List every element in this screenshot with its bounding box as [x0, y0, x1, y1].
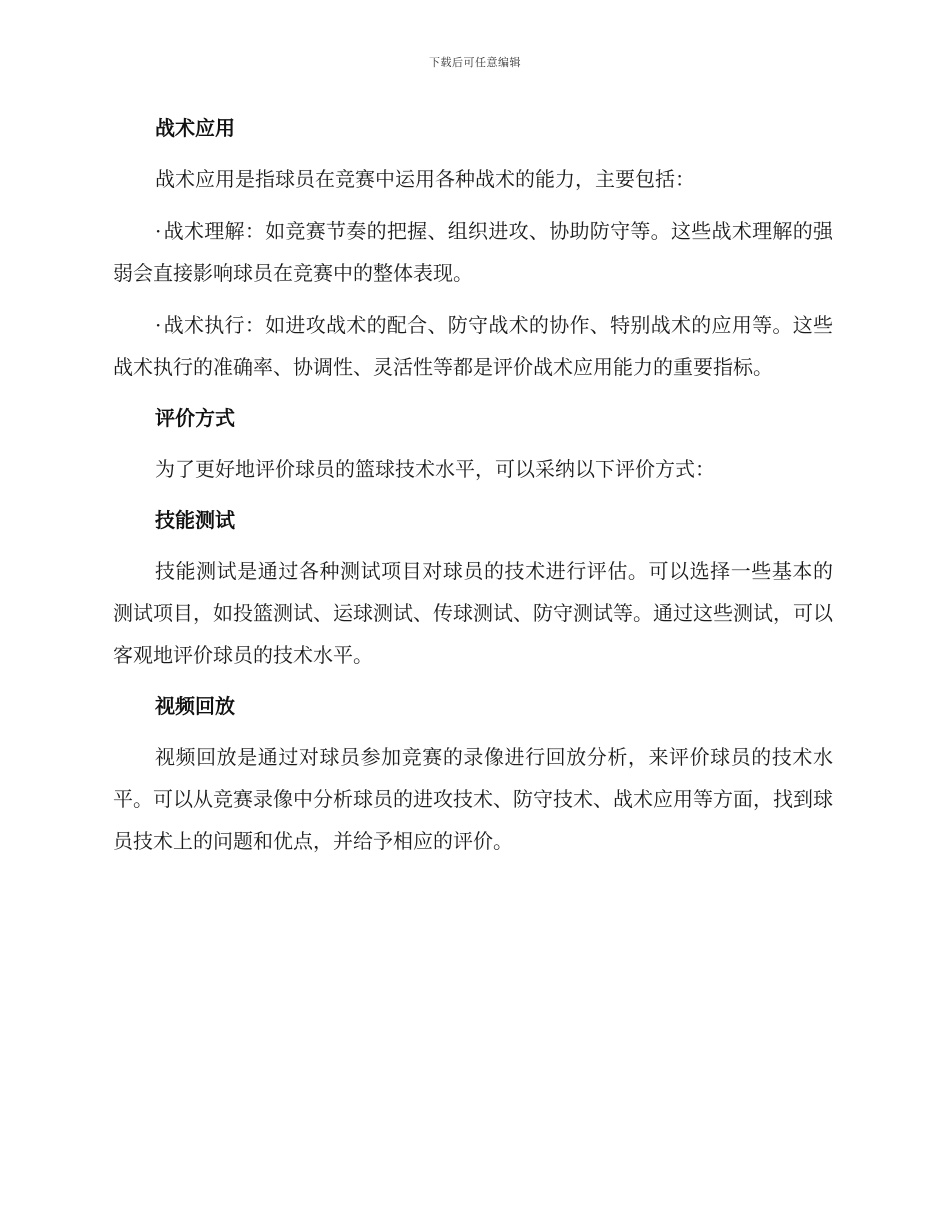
section-heading-tactics: 战术应用 — [155, 116, 235, 140]
bullet-text: 战术执行：如进攻战术的配合、防守战术的协作、特别战术的应用等。这些战术执行的准确率、协调性、灵活性等都是评价战术应用能力的重要指标。 — [113, 313, 833, 379]
section-heading-evaluation: 评价方式 — [155, 406, 235, 430]
section-heading-video-replay: 视频回放 — [155, 694, 235, 718]
bullet-dot-icon: · — [155, 313, 162, 337]
bullet-text: 战术理解：如竞赛节奏的把握、组织进攻、协助防守等。这些战术理解的强弱会直接影响球员在竞赛中的整体表现。 — [113, 219, 833, 285]
document-body — [113, 108, 833, 872]
paragraph-video-replay: 视频回放是通过对球员参加竞赛的录像进行回放分析，来评价球员的技术水平。可以从竞赛录像中分析球员的进攻技术、防守技术、战术应用等方面，找到球员技术上的问题和优点，并给予相应的评价。 — [113, 745, 833, 853]
paragraph-skill-test: 技能测试是通过各种测试项目对球员的技术进行评估。可以选择一些基本的测试项目，如投篮测试、运球测试、传球测试、防守测试等。通过这些测试，可以客观地评价球员的技术水平。 — [113, 559, 833, 667]
paragraph-evaluation-intro: 为了更好地评价球员的篮球技术水平，可以采纳以下评价方式： — [155, 457, 715, 481]
bullet-item-tactical-understanding — [113, 210, 833, 294]
bullet-dot-icon: · — [155, 219, 162, 243]
paragraph-tactics-intro: 战术应用是指球员在竞赛中运用各种战术的能力，主要包括： — [155, 167, 695, 191]
header-note: 下载后可任意编辑 — [429, 56, 521, 69]
section-heading-skill-test: 技能测试 — [155, 508, 235, 532]
bullet-item-tactical-execution — [113, 304, 833, 388]
